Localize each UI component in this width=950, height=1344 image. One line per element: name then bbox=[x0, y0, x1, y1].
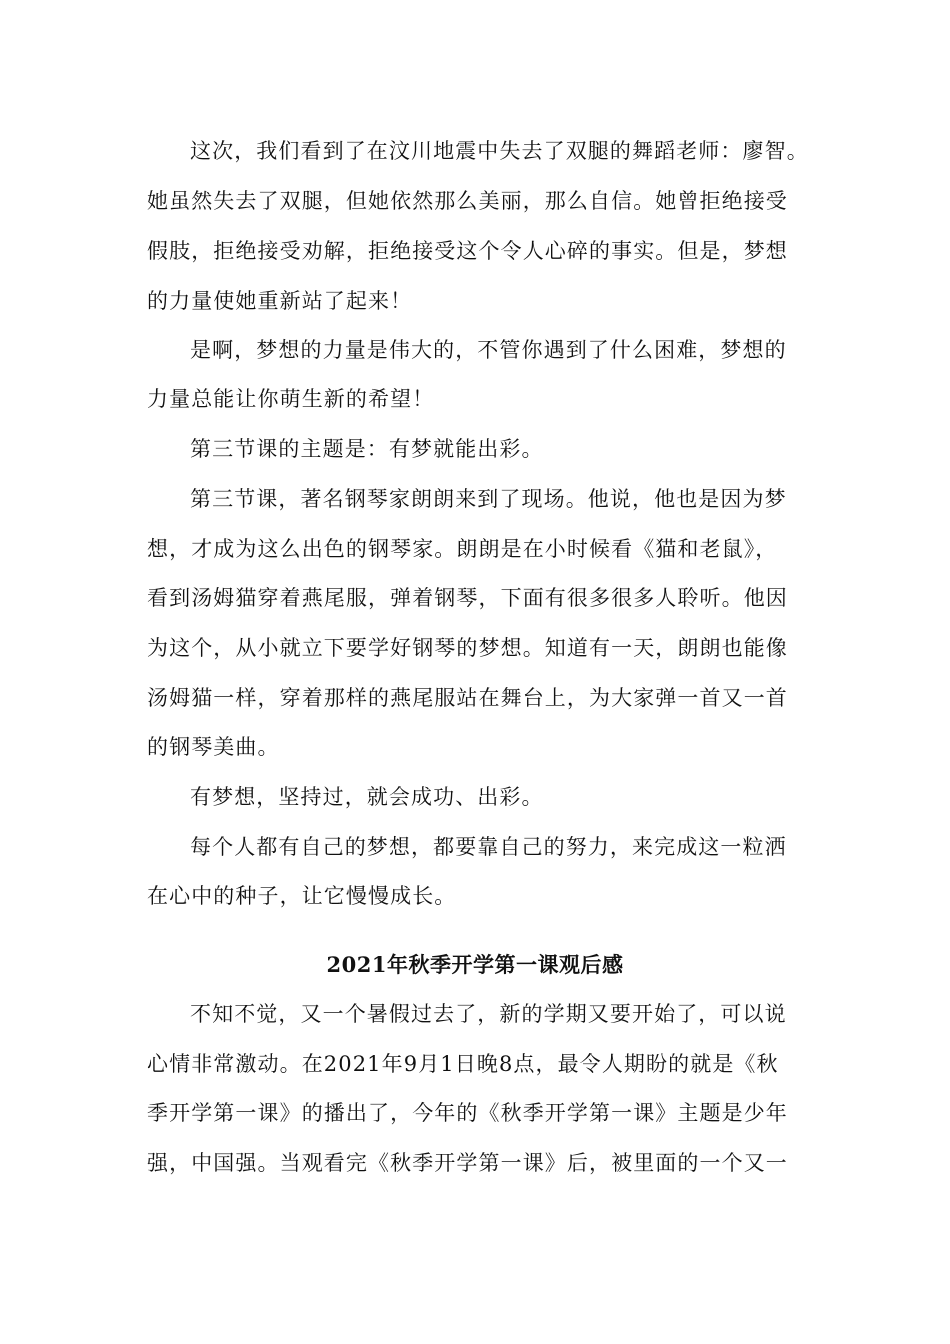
paragraph-line: 想，才成为这么出色的钢琴家。朗朗是在小时候看《猫和老鼠》， bbox=[147, 537, 778, 561]
paragraph-line: 汤姆猫一样，穿着那样的燕尾服站在舞台上，为大家弹一首又一首 bbox=[147, 686, 788, 710]
paragraph-line: 的钢琴美曲。 bbox=[147, 735, 280, 759]
paragraph-line: 有梦想，坚持过，就会成功、出彩。 bbox=[190, 785, 544, 809]
paragraph-line: 不知不觉，又一个暑假过去了，新的学期又要开始了，可以说 bbox=[190, 1002, 787, 1026]
paragraph-line: 的力量使她重新站了起来！ bbox=[147, 289, 413, 313]
paragraph-line: 假肢，拒绝接受劝解，拒绝接受这个令人心碎的事实。但是，梦想 bbox=[147, 239, 788, 263]
paragraph-line: 为这个，从小就立下要学好钢琴的梦想。知道有一天，朗朗也能像 bbox=[147, 636, 788, 660]
paragraph-line: 每个人都有自己的梦想，都要靠自己的努力，来完成这一粒洒 bbox=[190, 835, 787, 859]
paragraph-line: 力量总能让你萌生新的希望！ bbox=[147, 387, 435, 411]
paragraph-line: 心情非常激动。在2021年9月1日晚8点，最令人期盼的就是《秋 bbox=[147, 1052, 779, 1076]
section-title: 2021年秋季开学第一课观后感 bbox=[326, 952, 624, 977]
paragraph-line: 第三节课，著名钢琴家朗朗来到了现场。他说，他也是因为梦 bbox=[190, 487, 787, 511]
paragraph-line: 季开学第一课》的播出了，今年的《秋季开学第一课》主题是少年 bbox=[147, 1101, 788, 1125]
paragraph-line: 是啊，梦想的力量是伟大的，不管你遇到了什么困难，梦想的 bbox=[190, 338, 787, 362]
paragraph-line: 第三节课的主题是：有梦就能出彩。 bbox=[190, 437, 544, 461]
paragraph-line: 这次，我们看到了在汶川地震中失去了双腿的舞蹈老师：廖智。 bbox=[190, 139, 809, 163]
paragraph-line: 强，中国强。当观看完《秋季开学第一课》后，被里面的一个又一 bbox=[147, 1151, 788, 1175]
paragraph-line: 她虽然失去了双腿，但她依然那么美丽，那么自信。她曾拒绝接受 bbox=[147, 189, 788, 213]
paragraph-line: 在心中的种子，让它慢慢成长。 bbox=[147, 884, 457, 908]
paragraph-line: 看到汤姆猫穿着燕尾服，弹着钢琴，下面有很多很多人聆听。他因 bbox=[147, 586, 788, 610]
